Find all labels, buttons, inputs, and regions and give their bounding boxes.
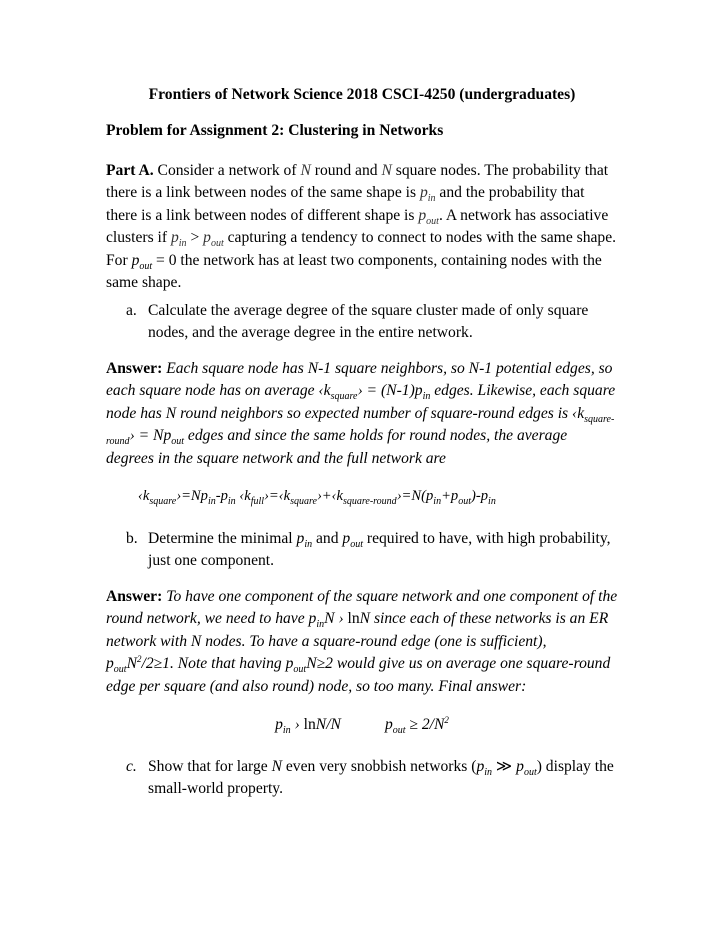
eq-sub: square bbox=[149, 495, 177, 507]
text: . A network has associative clusters if bbox=[106, 206, 609, 247]
text: Consider a network of bbox=[153, 162, 301, 179]
eq-sub: in bbox=[227, 495, 236, 507]
text: and bbox=[312, 530, 343, 547]
problem-label: Problem for Assignment 2 bbox=[106, 122, 280, 139]
math-p: p bbox=[170, 229, 179, 247]
text: N bbox=[126, 655, 137, 673]
eq: ›+‹k bbox=[316, 488, 343, 504]
equation-a bbox=[106, 488, 650, 505]
text: Show that for large bbox=[148, 758, 272, 775]
text: edges. Likewise, each square node has N round neighbors so expected number of square-round edges is ‹k bbox=[106, 382, 616, 422]
text: › = (N-1)p bbox=[357, 382, 423, 400]
text: and the probability that there is a link between nodes of different shape is bbox=[106, 184, 585, 224]
eq-sub: square bbox=[290, 495, 317, 507]
eq: ≥ 2/N bbox=[405, 716, 445, 733]
text: even very snobbish networks ( bbox=[281, 758, 477, 775]
eq-ln: ln bbox=[303, 716, 316, 733]
answer-b bbox=[106, 586, 618, 698]
question-c-label: c. bbox=[126, 758, 137, 775]
math-sub: out bbox=[113, 664, 127, 676]
text: N≥2 would give us on average one square-round edge per square (and also round) node, so too many. Final answer: bbox=[106, 655, 611, 695]
math-sup: 2 bbox=[136, 654, 142, 665]
math-sub: in bbox=[178, 238, 187, 250]
eq: )-p bbox=[471, 488, 489, 504]
math-N: N bbox=[381, 162, 392, 179]
math-sub: out bbox=[210, 238, 224, 250]
math-sub: out bbox=[171, 436, 185, 448]
eq-sub: in bbox=[433, 495, 442, 507]
question-b bbox=[126, 528, 618, 573]
eq: p bbox=[275, 716, 283, 733]
answer-a-label: Answer: bbox=[106, 360, 163, 377]
eq-sub: full bbox=[250, 495, 265, 507]
math-p-out bbox=[131, 251, 153, 272]
eq-sub: in bbox=[488, 495, 496, 507]
math-sub: in bbox=[427, 193, 436, 205]
text: edges and since the same holds for round nodes, the average degrees in the square network and the full network are bbox=[106, 427, 568, 467]
eq: › bbox=[290, 716, 304, 733]
text: ) display the small-world property. bbox=[148, 758, 614, 798]
text: square nodes. The probability that there is a link between nodes of the same shape is bbox=[106, 162, 609, 202]
eq: ›=N(p bbox=[396, 488, 434, 504]
math-p-in bbox=[419, 184, 436, 205]
question-b-text bbox=[148, 528, 618, 573]
math-sub: square bbox=[330, 391, 358, 403]
question-c-text bbox=[148, 756, 618, 801]
text: N since each of these networks is an ER network with N nodes. To have a square-round edge (one is sufficient), p bbox=[106, 610, 609, 673]
math-sub: out bbox=[523, 767, 537, 779]
text: N › bbox=[324, 610, 348, 628]
math-p: p bbox=[476, 758, 485, 775]
math-sub: in bbox=[316, 619, 325, 631]
math-p-in bbox=[170, 229, 187, 250]
eq: N/N bbox=[315, 716, 341, 733]
text: Each square node has N-1 square neighbors, so N-1 potential edges, so each square node has on average ‹k bbox=[106, 360, 613, 400]
math-p: p bbox=[419, 184, 428, 202]
math-sub: out bbox=[426, 215, 439, 227]
math-p: p bbox=[418, 206, 427, 224]
question-a bbox=[126, 300, 618, 345]
math-sub: out bbox=[139, 260, 153, 272]
part-a-label: Part A. bbox=[106, 162, 154, 179]
eq-sub: in bbox=[282, 725, 291, 737]
eq-sub: out bbox=[392, 725, 406, 737]
question-a-label: a. bbox=[126, 302, 137, 319]
equation-b bbox=[106, 714, 618, 737]
math-p: p bbox=[342, 530, 351, 547]
text: = 0 the network has at least two components, containing nodes with the same shape. bbox=[106, 251, 602, 292]
eq-sub: square-round bbox=[342, 495, 397, 507]
eq: +p bbox=[441, 488, 459, 504]
text: ≫ bbox=[492, 758, 517, 775]
math-ln: ln bbox=[347, 610, 360, 628]
question-b-label: b. bbox=[126, 530, 138, 547]
text: Determine the minimal bbox=[148, 530, 297, 547]
answer-a bbox=[106, 358, 618, 470]
math-p: p bbox=[296, 530, 305, 547]
eq: ‹k bbox=[138, 488, 150, 504]
eq-sub: in bbox=[207, 495, 216, 507]
problem-heading bbox=[106, 122, 443, 140]
problem-title: : Clustering in Networks bbox=[279, 122, 444, 139]
math-N: N bbox=[271, 758, 282, 775]
math-p: p bbox=[203, 229, 211, 247]
eq: ‹k bbox=[235, 488, 251, 504]
text: round and bbox=[310, 162, 382, 179]
math-N: N bbox=[300, 162, 311, 179]
math-sub: out bbox=[293, 664, 307, 676]
eq-sup: 2 bbox=[444, 714, 449, 725]
math-sub: square-round bbox=[106, 413, 615, 448]
math-p: p bbox=[516, 758, 524, 775]
text: /2≥1. Note that having p bbox=[141, 655, 294, 673]
math-p-out bbox=[203, 229, 224, 250]
text: required to have, with high probability, just one component. bbox=[148, 530, 611, 570]
math-p: p bbox=[131, 251, 140, 269]
part-a-paragraph bbox=[106, 160, 618, 294]
question-a-text: Calculate the average degree of the square cluster made of only square nodes, and the average degree in the entire network. bbox=[148, 302, 589, 342]
answer-b-label: Answer: bbox=[106, 588, 163, 605]
eq: ›=‹k bbox=[264, 488, 291, 504]
eq: ›=Np bbox=[176, 488, 208, 504]
eq-sub: out bbox=[458, 495, 472, 507]
math-p-out bbox=[418, 206, 439, 227]
page-title: Frontiers of Network Science 2018 CSCI-4250 (undergraduates) bbox=[148, 86, 576, 103]
question-c bbox=[126, 756, 618, 801]
math-sub: in bbox=[422, 391, 431, 403]
math-gt: > bbox=[186, 229, 204, 247]
eq: p bbox=[384, 716, 393, 733]
eq: -p bbox=[215, 488, 228, 504]
math-sub: in bbox=[484, 767, 493, 779]
text: › = Np bbox=[129, 427, 172, 445]
text: capturing a tendency to connect to nodes with the same shape. For bbox=[106, 229, 617, 269]
math-sub: in bbox=[304, 539, 313, 551]
text: To have one component of the square network and one component of the round network, we need to have p bbox=[106, 588, 618, 628]
math-sub: out bbox=[350, 539, 363, 551]
